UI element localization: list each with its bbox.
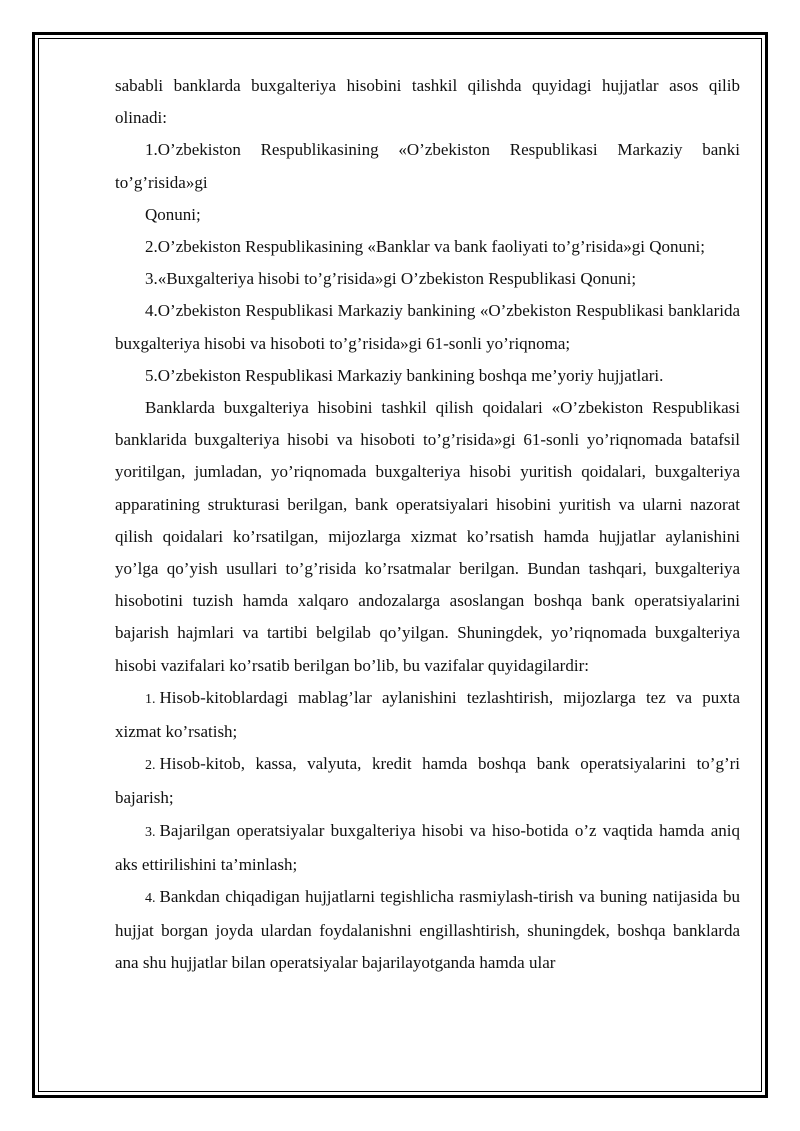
paragraph: sababli banklarda buxgalteriya hisobini tashkil qilishda quyidagi hujjatlar asos qilib olinadi: — [115, 76, 740, 128]
list-item — [115, 881, 740, 980]
list-item — [115, 748, 740, 814]
list-number: 1. — [145, 691, 156, 707]
list-number: 3. — [145, 824, 156, 840]
paragraph: 2.O’zbekiston Respublikasining «Banklar va bank faoliyati to’g’risida»gi Qonuni; — [145, 237, 705, 257]
paragraph: 1.O’zbekiston Respublikasining «O’zbekiston Respublikasi Markaziy banki to’g’risida»gi — [115, 140, 740, 192]
list-text: Bajarilgan operatsiyalar buxgalteriya hisobi va hiso-botida o’z vaqtida hamda aniq aks ettirilishini ta’minlash; — [115, 820, 740, 874]
list-text: Bankdan chiqadigan hujjatlarni tegishlicha rasmiylash-tirish va buning natijasida bu hujjat borgan joyda ulardan foydalanishni engillashtirish, shuningdek, boshqa banklarda ana shu hujjatlar bilan operatsiyalar bajarilayotganda hamda ular — [115, 887, 740, 973]
paragraph: Qonuni; — [145, 204, 201, 224]
list-text: Hisob-kitob, kassa, valyuta, kredit hamda boshqa bank operatsiyalarini to’g’ri bajarish; — [115, 754, 740, 808]
paragraph: 3.«Buxgalteriya hisobi to’g’risida»gi O’zbekiston Respublikasi Qonuni; — [145, 269, 637, 289]
list-number: 4. — [145, 891, 156, 907]
paragraph: Banklarda buxgalteriya hisobini tashkil qilish qoidalari «O’zbekiston Respublikasi banklarida buxgalteriya hisobi va hisoboti to’g’risida»gi 61-sonli yo’riqnomada batafsil yoritilgan, jumladan, yo’riqnomada buxgalteriya hisobi yuritish qoidalari, buxgalteriya apparatining strukturasi berilgan, bank operatsiyalari hisobini yuritish va ularni nazorat qilish qoidalari ko’rsatilgan, mijozlarga xizmat ko’rsatish hamda hujjatlar aylanishini yo’lga qo’yish usullari to’g’risida ko’rsatmalar berilgan. Bundan tashqari, buxgalteriya hisobotini tuzish hamda xalqaro andozalarga asoslangan boshqa bank operatsiyalarini bajarish hajmlari va tartibi belgilab qo’yilgan. Shuningdek, yo’riqnomada buxgalteriya hisobi vazifalari ko’rsatib berilgan bo’lib, bu vazifalar quyidagilardir: — [115, 398, 740, 675]
list-item — [115, 682, 740, 748]
list-text: Hisob-kitoblardagi mablag’lar aylanishini tezlashtirish, mijozlarga tez va puxta xizmat ko’rsatish; — [115, 687, 740, 742]
list-number: 2. — [145, 758, 156, 774]
paragraph: 4.O’zbekiston Respublikasi Markaziy bankining «O’zbekiston Respublikasi banklarida buxgalteriya hisobi va hisoboti to’g’risida»gi 61-sonli yo’riqnoma; — [115, 301, 740, 353]
document-body — [115, 70, 740, 980]
paragraph: 5.O’zbekiston Respublikasi Markaziy bankining boshqa me’yoriy hujjatlari. — [145, 365, 664, 385]
list-item — [115, 815, 740, 881]
